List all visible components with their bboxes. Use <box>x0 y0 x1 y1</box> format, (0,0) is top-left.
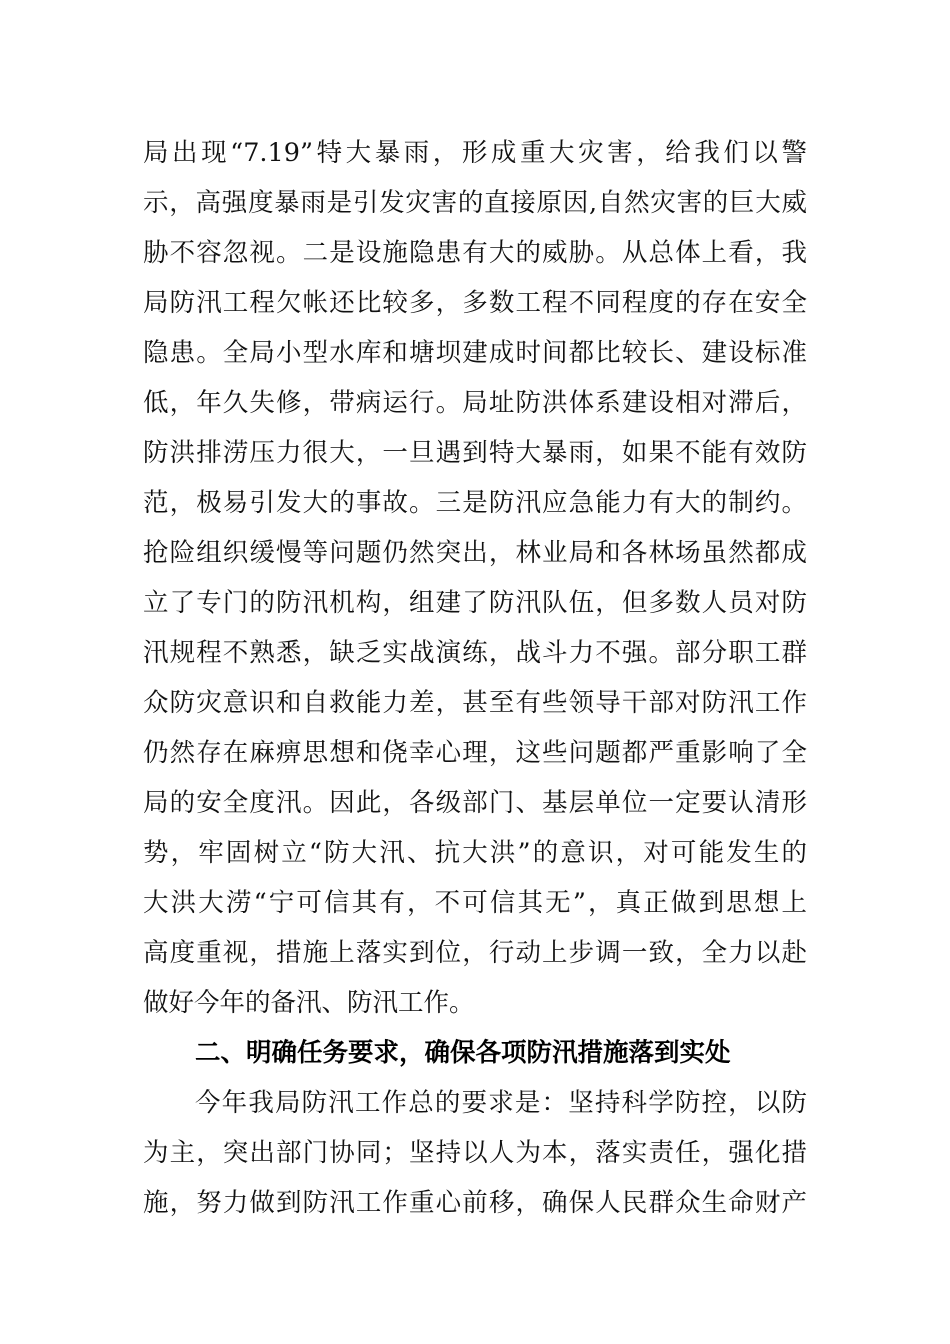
body-text-line: 众防灾意识和自救能力差，甚至有些领导干部对防汛工作 <box>143 688 807 718</box>
body-text-line: 势，牢固树立“防大汛、抗大洪”的意识，对可能发生的 <box>143 838 807 868</box>
body-text-line: 施，努力做到防汛工作重心前移，确保人民群众生命财产 <box>143 1188 807 1218</box>
body-text-line: 高度重视，措施上落实到位，行动上步调一致，全力以赴 <box>143 938 807 968</box>
body-text-line: 抢险组织缓慢等问题仍然突出，林业局和各林场虽然都成 <box>143 538 807 568</box>
body-text-line: 隐患。全局小型水库和塘坝建成时间都比较长、建设标准 <box>143 338 807 368</box>
body-text-line: 范，极易引发大的事故。三是防汛应急能力有大的制约。 <box>143 488 807 518</box>
body-text-line: 今年我局防汛工作总的要求是：坚持科学防控，以防 <box>195 1088 807 1118</box>
body-text-line: 大洪大涝“宁可信其有，不可信其无”，真正做到思想上 <box>143 888 807 918</box>
body-text-line: 仍然存在麻痹思想和侥幸心理，这些问题都严重影响了全 <box>143 738 807 768</box>
body-text-line: 局出现“7.19”特大暴雨，形成重大灾害，给我们以警 <box>143 138 807 168</box>
section-heading: 二、明确任务要求，确保各项防汛措施落到实处 <box>195 1038 731 1068</box>
body-text-line: 低，年久失修，带病运行。局址防洪体系建设相对滞后， <box>143 388 807 418</box>
body-text-line: 示，高强度暴雨是引发灾害的直接原因,自然灾害的巨大威 <box>143 188 807 218</box>
body-text-line: 胁不容忽视。二是设施隐患有大的威胁。从总体上看，我 <box>143 238 807 268</box>
body-text-line: 局的安全度汛。因此，各级部门、基层单位一定要认清形 <box>143 788 807 818</box>
body-text-line: 防洪排涝压力很大，一旦遇到特大暴雨，如果不能有效防 <box>143 438 807 468</box>
body-text-line: 局防汛工程欠帐还比较多，多数工程不同程度的存在安全 <box>143 288 807 318</box>
body-text-line: 为主，突出部门协同；坚持以人为本，落实责任，强化措 <box>143 1138 807 1168</box>
body-text-line: 立了专门的防汛机构，组建了防汛队伍，但多数人员对防 <box>143 588 807 618</box>
body-text-line: 做好今年的备汛、防汛工作。 <box>143 988 475 1018</box>
body-text-line: 汛规程不熟悉，缺乏实战演练，战斗力不强。部分职工群 <box>143 638 807 668</box>
